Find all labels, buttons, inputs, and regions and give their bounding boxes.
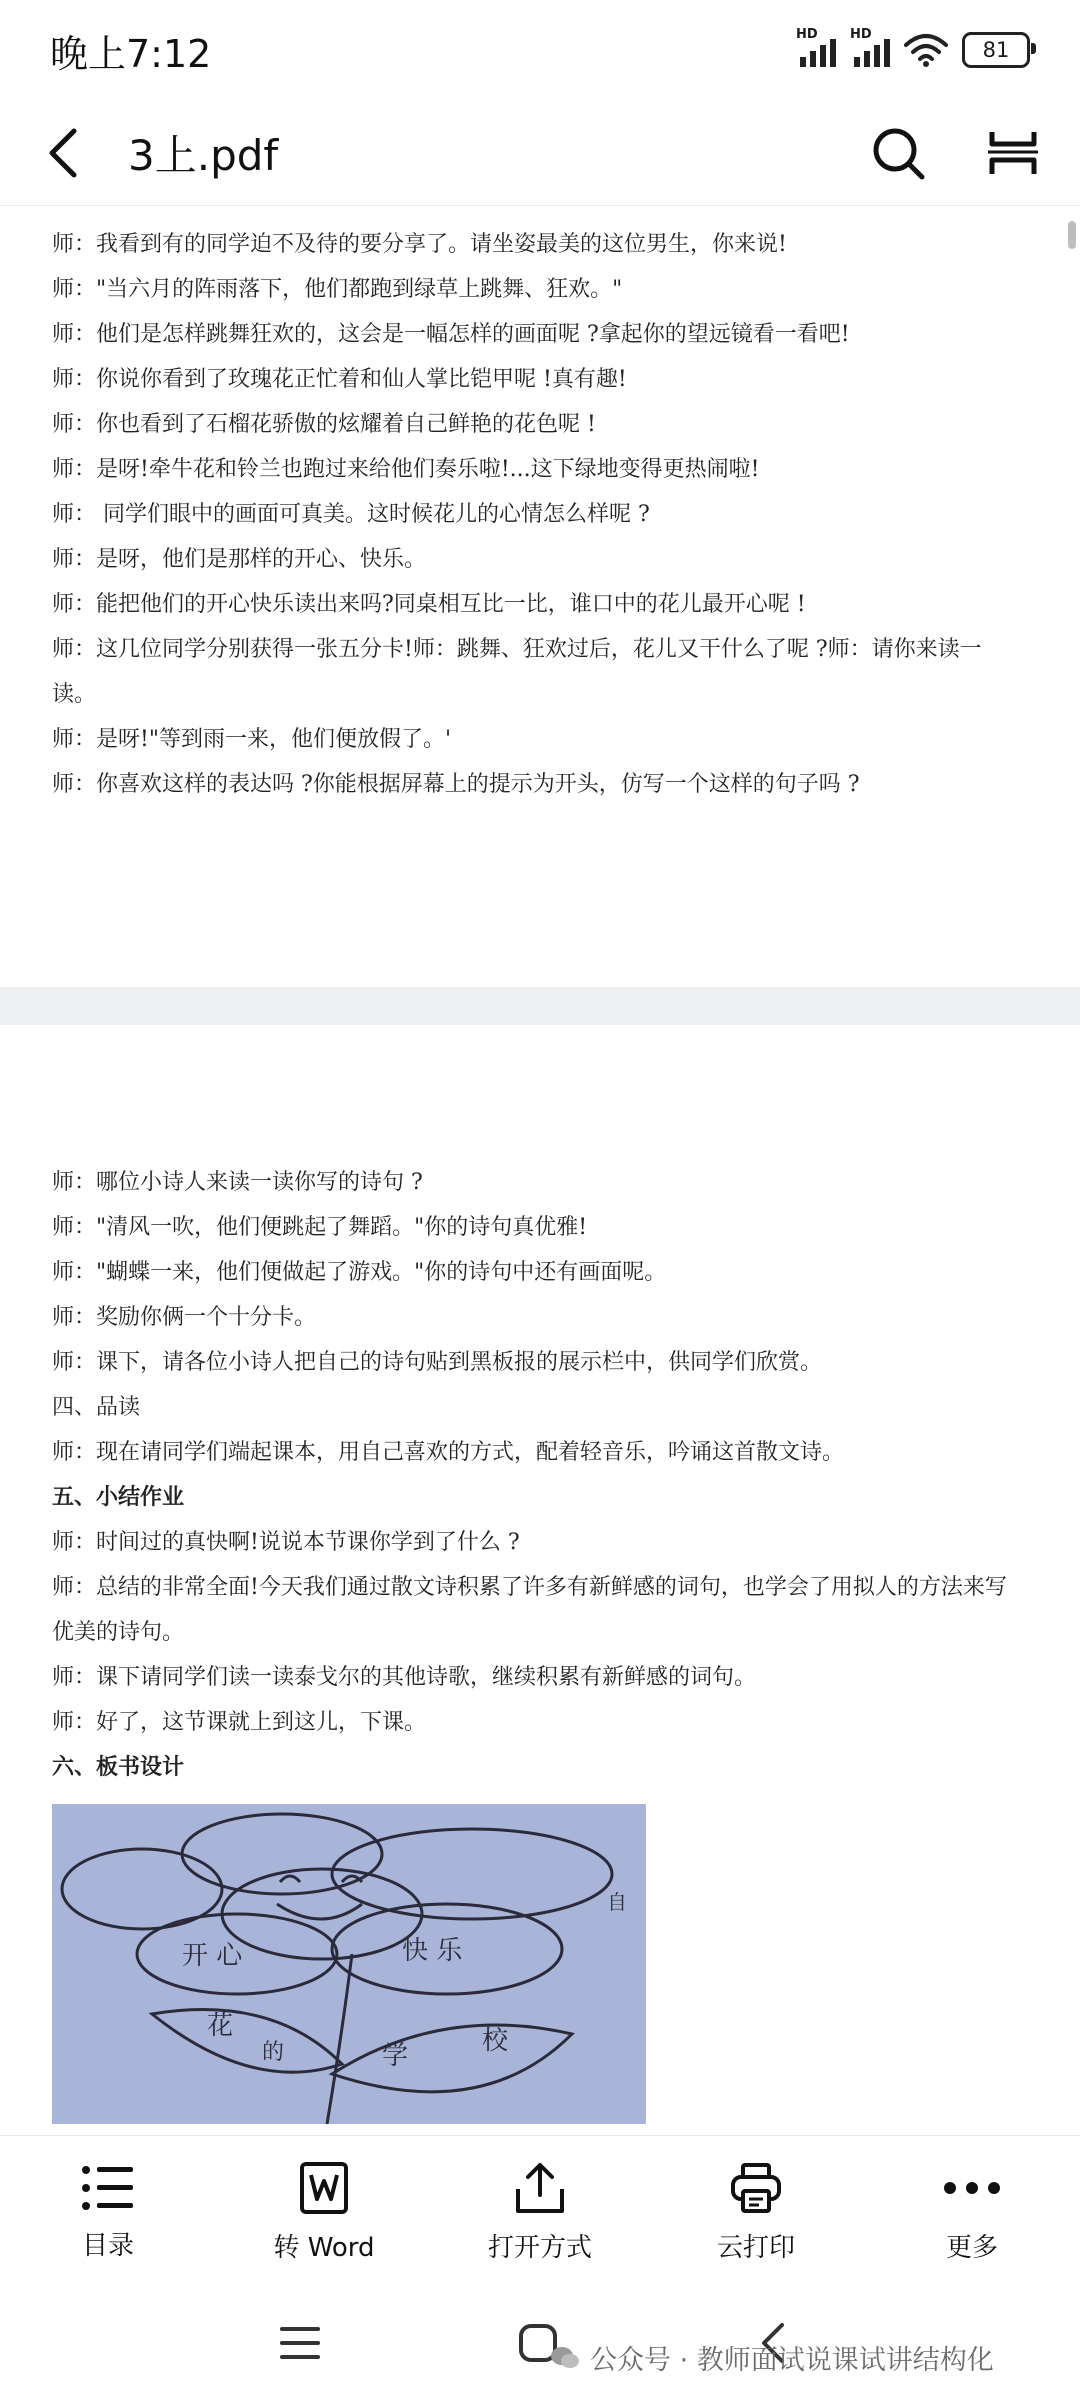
text-line: 师：是呀，他们是那样的开心、快乐。 <box>52 547 427 572</box>
text-line: 师：课下，请各位小诗人把自己的诗句贴到黑板报的展示栏中，供同学们欣赏。 <box>52 1350 823 1375</box>
text-line: 师："当六月的阵雨落下，他们都跑到绿草上跳舞、狂欢。" <box>52 277 623 302</box>
text-line: 师：他们是怎样跳舞狂欢的，这会是一幅怎样的画面呢 ?拿起你的望远镜看一看吧! <box>52 322 850 347</box>
text-line: 师：能把他们的开心快乐读出来吗?同桌相互比一比，谁口中的花儿最开心呢 ! <box>52 592 806 617</box>
text-line: 师：现在请同学们端起课本，用自己喜欢的方式，配着轻音乐，吟诵这首散文诗。 <box>52 1440 845 1465</box>
text-line: 师：是呀!牵牛花和铃兰也跑过来给他们奏乐啦!...这下绿地变得更热闹啦! <box>52 457 760 482</box>
app-actions <box>870 125 1040 181</box>
figure-text: 的 <box>262 2040 285 2065</box>
convert-word-label: 转 Word <box>273 2232 375 2263</box>
watermark <box>550 2338 994 2377</box>
hd-label-1: HD <box>796 27 818 42</box>
flower-drawing <box>52 1804 646 2124</box>
cloud-print-label: 云打印 <box>716 2232 795 2263</box>
text-line: 师：是呀!"等到雨一来，他们便放假了。' <box>52 727 452 752</box>
more-label: 更多 <box>945 2232 998 2263</box>
figure-text: 自 <box>607 1890 627 1914</box>
open-with-button[interactable] <box>460 2161 620 2264</box>
cloud-print-button[interactable] <box>676 2161 836 2264</box>
toc-label: 目录 <box>81 2230 134 2261</box>
text-line: 师：奖励你俩一个十分卡。 <box>52 1305 317 1330</box>
text-line: 师：课下请同学们读一读泰戈尔的其他诗歌，继续积累有新鲜感的词句。 <box>52 1665 757 1690</box>
text-line: 师："清风一吹，他们便跳起了舞蹈。"你的诗句真优雅! <box>52 1215 588 1240</box>
status-time: 晚上7:12 <box>50 31 212 76</box>
battery-level: 81 <box>982 38 1010 62</box>
battery-icon <box>962 32 1030 68</box>
text-line: 师：总结的非常全面!今天我们通过散文诗积累了许多有新鲜感的词句，也学会了用拟人的方法来写优美的诗句。 <box>52 1575 1007 1645</box>
signal-icon-1 <box>796 27 836 67</box>
toc-button[interactable] <box>28 2163 188 2262</box>
text-line: 师：这几位同学分别获得一张五分卡!师：跳舞、狂欢过后，花儿又干什么了呢 ?师：请你来读一读。 <box>52 637 982 707</box>
status-icons <box>796 27 1030 68</box>
word-icon <box>299 2161 349 2215</box>
menu-nav-icon[interactable] <box>280 2325 320 2361</box>
text-line: 师：你也看到了石榴花骄傲的炫耀着自己鲜艳的花色呢 ! <box>52 412 596 437</box>
text-line: 四、品读 <box>52 1395 141 1420</box>
wechat-icon <box>550 2345 580 2371</box>
page-separator <box>0 987 1080 1025</box>
watermark-text: 公众号 · 教师面试说课试讲结构化 <box>590 2345 994 2376</box>
figure-text: 快 乐 <box>402 1936 463 1966</box>
share-icon <box>513 2161 567 2215</box>
convert-word-button[interactable] <box>244 2161 404 2264</box>
search-icon[interactable] <box>870 125 926 181</box>
text-line: 师：哪位小诗人来读一读你写的诗句 ? <box>52 1170 423 1195</box>
figure-text: 学 <box>382 2041 409 2071</box>
back-arrow-icon[interactable] <box>40 125 88 181</box>
text-line: 师：你喜欢这样的表达吗 ?你能根据屏幕上的提示为开头，仿写一个这样的句子吗 ? <box>52 772 860 797</box>
blackboard-design-image <box>52 1804 646 2124</box>
bottom-toolbar <box>0 2135 1080 2288</box>
list-icon <box>81 2163 135 2213</box>
text-line: 师：你说你看到了玫瑰花正忙着和仙人掌比铠甲呢 !真有趣! <box>52 367 627 392</box>
wifi-icon <box>904 33 948 67</box>
figure-text: 开 心 <box>182 1941 243 1971</box>
app-bar <box>0 100 1080 206</box>
text-line: 师："蝴蝶一来，他们便做起了游戏。"你的诗句中还有画面呢。 <box>52 1260 667 1285</box>
text-line: 师：时间过的真快啊!说说本节课你学到了什么 ? <box>52 1530 520 1555</box>
text-line: 师：我看到有的同学迫不及待的要分享了。请坐姿最美的这位男生，你来说! <box>52 232 787 257</box>
section-heading: 五、小结作业 <box>52 1484 185 1510</box>
scroll-indicator[interactable] <box>1068 221 1076 249</box>
text-line: 师： 同学们眼中的画面可真美。这时候花儿的心情怎么样呢 ? <box>52 502 650 527</box>
more-icon <box>942 2161 1002 2215</box>
hd-label-2: HD <box>850 27 872 42</box>
document-viewer[interactable] <box>0 207 1080 2135</box>
section-heading: 六、板书设计 <box>52 1754 185 1780</box>
text-line: 师：好了，这节课就上到这儿，下课。 <box>52 1710 427 1735</box>
printer-icon <box>729 2161 783 2215</box>
reading-mode-icon[interactable] <box>986 126 1040 180</box>
signal-icon-2 <box>850 27 890 67</box>
file-title: 3上.pdf <box>128 130 279 180</box>
more-button[interactable] <box>892 2161 1052 2264</box>
open-with-label: 打开方式 <box>487 2232 592 2263</box>
figure-text: 花 <box>207 2011 234 2041</box>
status-bar <box>0 0 1080 100</box>
pdf-page-1 <box>0 207 1080 987</box>
figure-text: 校 <box>482 2026 509 2056</box>
